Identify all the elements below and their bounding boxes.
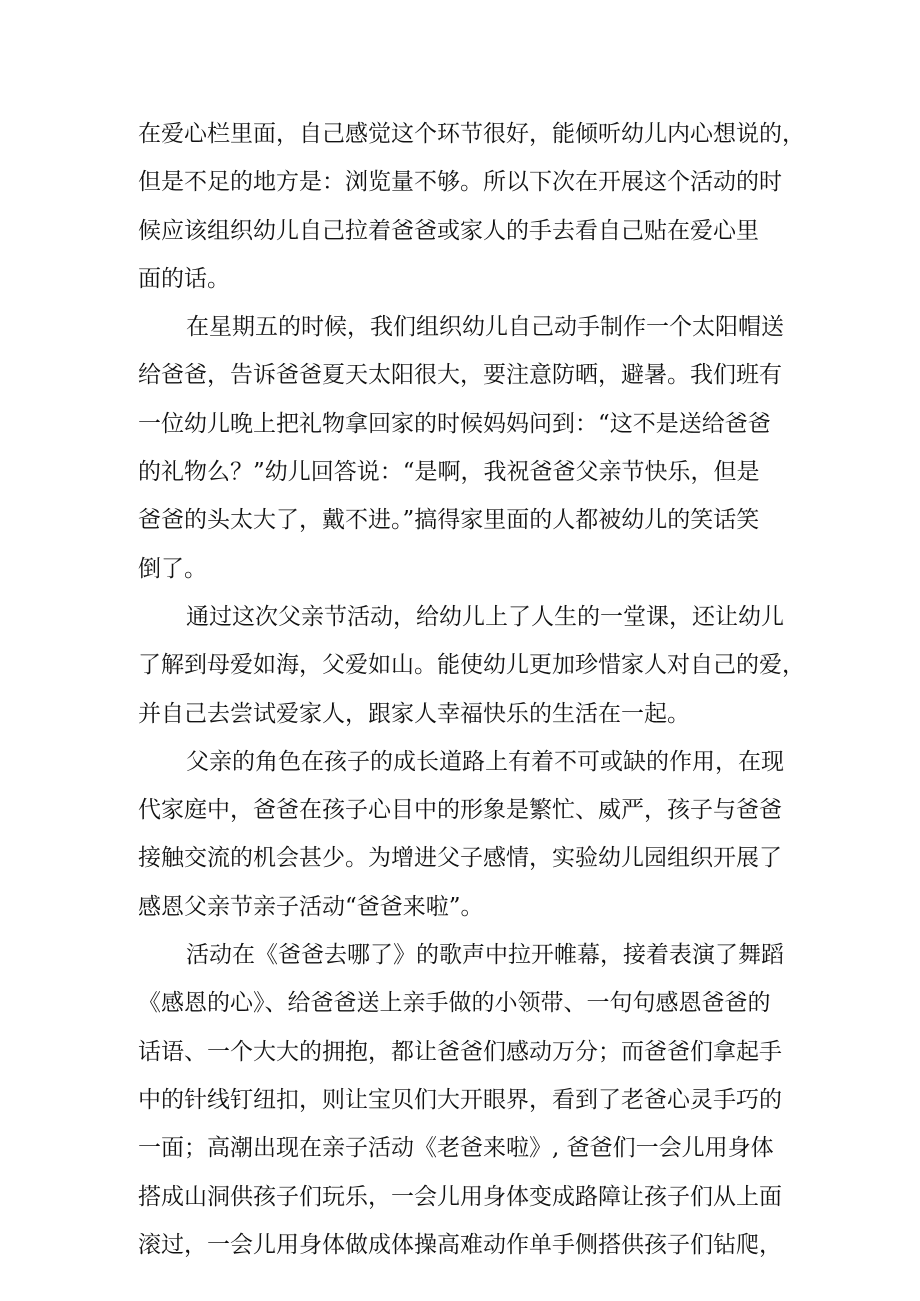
paragraph-first-line: 在星期五的时候，我们组织幼儿自己动手制作一个太阳帽送 xyxy=(186,314,784,341)
text-line: 《感恩的心》、给爸爸送上亲手做的小领带、一句句感恩爸爸的 xyxy=(138,990,771,1017)
text-line: 一位幼儿晚上把礼物拿回家的时候妈妈问到：“这不是送给爸爸 xyxy=(138,410,771,437)
text-line: 中的针线钉纽扣，则让宝贝们大开眼界，看到了老爸心灵手巧的 xyxy=(138,1086,782,1113)
paragraph-first-line: 活动在《爸爸去哪了》的歌声中拉开帷幕，接着表演了舞蹈 xyxy=(186,942,784,969)
text-line: 了解到母爱如海，父爱如山。能使幼儿更加珍惜家人对自己的爱， xyxy=(138,652,805,679)
text-line: 的礼物么？”幼儿回答说：“是啊，我祝爸爸父亲节快乐，但是 xyxy=(138,459,760,486)
text-line: 爸爸的头太大了，戴不进。”搞得家里面的人都被幼儿的笑话笑 xyxy=(138,507,760,534)
text-line: 感恩父亲节亲子活动“爸爸来啦”。 xyxy=(138,893,484,920)
text-line: 话语、一个大大的拥抱，都让爸爸们感动万分；而爸爸们拿起手 xyxy=(138,1038,782,1065)
text-line: 但是不足的地方是：浏览量不够。所以下次在开展这个活动的时 xyxy=(138,169,782,196)
text-line: 并自己去尝试爱家人，跟家人幸福快乐的生活在一起。 xyxy=(138,700,690,727)
text-line: 给爸爸，告诉爸爸夏天太阳很大，要注意防晒，避暑。我们班有 xyxy=(138,362,782,389)
text-line: 倒了。 xyxy=(138,555,207,582)
text-line: 一面；高潮出现在亲子活动《老爸来啦》, 爸爸们一会儿用身体 xyxy=(138,1135,774,1162)
paragraph-first-line: 通过这次父亲节活动，给幼儿上了人生的一堂课，还让幼儿 xyxy=(186,603,784,630)
paragraph-first-line: 父亲的角色在孩子的成长道路上有着不可或缺的作用，在现 xyxy=(186,748,784,775)
document-body xyxy=(138,110,805,1269)
text-line: 搭成山洞供孩子们玩乐，一会儿用身体变成路障让孩子们从上面 xyxy=(138,1183,782,1210)
text-line: 代家庭中，爸爸在孩子心目中的形象是繁忙、威严，孩子与爸爸 xyxy=(138,797,782,824)
text-line: 面的话。 xyxy=(138,265,230,292)
text-line: 候应该组织幼儿自己拉着爸爸或家人的手去看自己贴在爱心里 xyxy=(138,217,759,244)
text-line: 接触交流的机会甚少。为增进父子感情，实验幼儿园组织开展了 xyxy=(138,845,782,872)
text-line: 滚过，一会儿用身体做成体操高难动作单手侧搭供孩子们钻爬， xyxy=(138,1231,782,1258)
text-line: 在爱心栏里面，自己感觉这个环节很好，能倾听幼儿内心想说的， xyxy=(138,121,805,147)
